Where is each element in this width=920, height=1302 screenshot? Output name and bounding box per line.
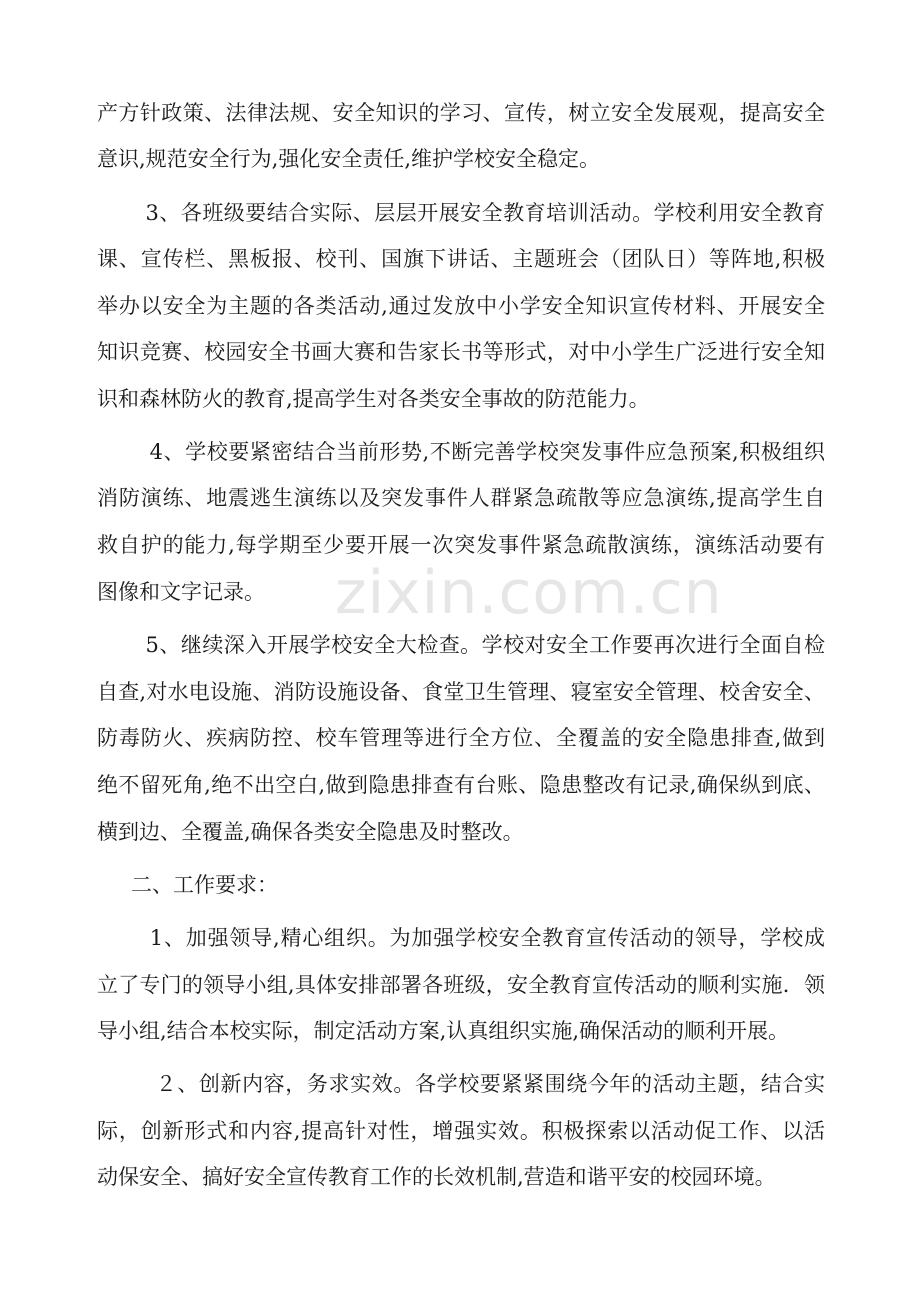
text-line: 图像和文字记录。 [97,580,265,604]
text-line: 5、继续深入开展学校安全大检查。学校对安全工作要再次进行全面自检 [124,633,825,657]
text-line: 1、加强领导,精心组织。为加强学校安全教育宣传活动的领导，学校成 [128,926,825,950]
text-line: 救自护的能力,每学期至少要开展一次突发事件紧急疏散演练，演练活动要有 [97,533,825,557]
text-line: 产方针政策、法律法规、安全知识的学习、宣传，树立安全发展观，提高安全 [97,101,825,125]
text-line: 消防演练、地震逃生演练以及突发事件人群紧急疏散等应急演练,提高学生自 [97,486,825,510]
text-line: 防毒防火、疾病防控、校车管理等进行全方位、全覆盖的安全隐患排查,做到 [97,726,825,750]
text-line: 3、各班级要结合实际、层层开展安全教育培训活动。学校利用安全教育 [124,201,825,225]
text-line: 识和森林防火的教育,提高学生对各类安全事故的防范能力。 [97,387,650,411]
text-line: 意识,规范安全行为,强化安全责任,维护学校安全稳定。 [97,147,601,171]
text-line: 横到边、全覆盖,确保各类安全隐患及时整改。 [97,820,524,844]
text-line: 自查,对水电设施、消防设施设备、食堂卫生管理、寝室安全管理、校舍安全、 [97,680,825,704]
text-line: 动保安全、搞好安全宣传教育工作的长效机制,营造和谐平安的校园环境。 [97,1165,776,1189]
text-line: 知识竞赛、校园安全书画大赛和告家长书等形式，对中小学生广泛进行安全知 [97,340,825,364]
section-heading: 二、工作要求： [110,873,278,897]
text-line: 际，创新形式和内容,提高针对性，增强实效。积极探索以活动促工作、以活 [97,1119,825,1143]
text-line: 课、宣传栏、黑板报、校刊、国旗下讲话、主题班会（团队日）等阵地,积极 [97,247,825,271]
text-line: 绝不留死角,绝不出空白,做到隐患排查有台账、隐患整改有记录,确保纵到底、 [97,773,825,797]
text-line: 举办以安全为主题的各类活动,通过发放中小学安全知识宣传材料、开展安全 [97,294,825,318]
watermark-text: zixin.com.cn [335,558,723,628]
text-line: 立了专门的领导小组,具体安排部署各班级，安全教育宣传活动的顺利实施．领 [97,973,825,997]
text-line: ２、创新内容，务求实效。各学校要紧紧围绕今年的活动主题，结合实 [134,1072,825,1096]
text-line: 4、学校要紧密结合当前形势,不断完善学校突发事件应急预案,积极组织 [128,440,825,464]
text-line: 导小组,结合本校实际，制定活动方案,认真组织实施,确保活动的顺利开展。 [97,1019,790,1043]
